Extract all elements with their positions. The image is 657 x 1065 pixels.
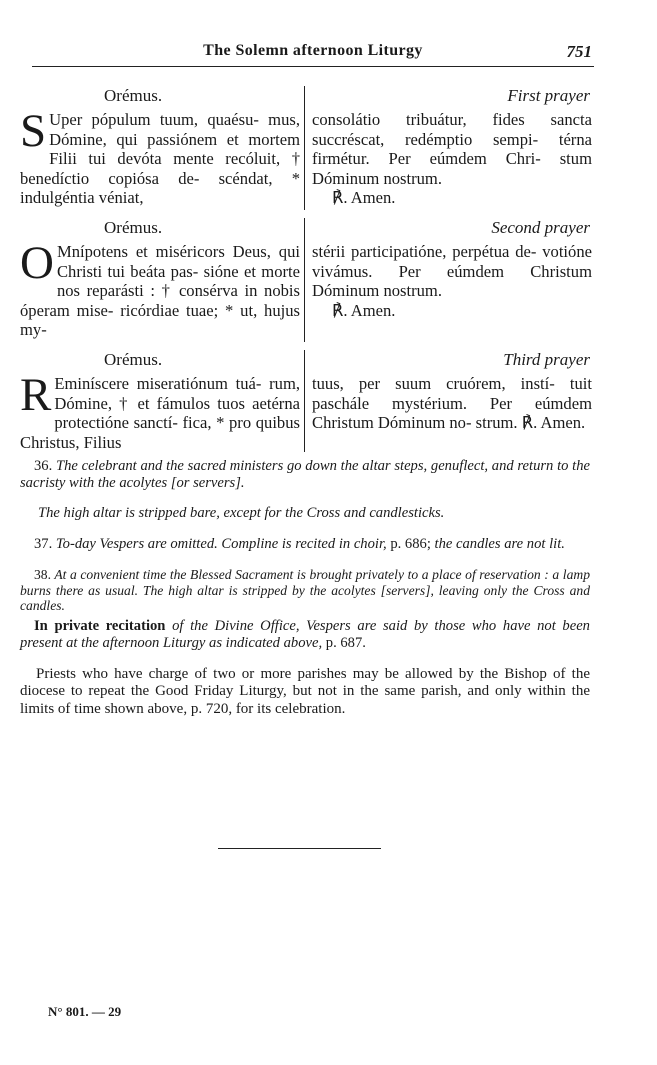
prayer-text-left-body: Mnípotens et miséricors Deus, qui Christi tui beáta pas- sióne et morte nos reparásti : † consérva in nobis óperam mise- ricórdiae tuae; * ut, hujus my- [20,242,300,340]
prayer-text-left-body: Uper pópulum tuum, quaésu- mus, Dómine, qui passiónem et mortem Filii tui devóta mente recóluit, † benedíctio copiósa de- scéndat, * indulgéntia véniat, [20,110,300,208]
prayer-right-column [312,350,592,452]
rubric-private-recitation [20,618,590,652]
rubric-text-continued: the candles are not lit. [434,536,565,552]
rubric-text: To-day Vespers are omitted. Compline is recited in choir, [55,536,387,552]
page-reference: p. 686; [390,536,431,552]
page-reference: p. 687. [325,634,366,651]
rubric-text: The celebrant and the sacred ministers go down the altar steps, genuflect, and return to the sacristy with the acolytes [or servers]. [20,458,590,491]
second-prayer-block [20,218,592,342]
rubric-lead: In private recitation [34,617,166,634]
prayer-response: ℟. Amen. [332,188,396,208]
rubric-number: 38. [34,567,51,582]
page-header [32,36,594,67]
rubric-37 [20,536,590,553]
drop-cap: R [20,369,52,421]
prayer-text-left [20,105,304,208]
prayer-response: ℟. Amen. [332,300,396,320]
rubric-priests: Priests who have charge of two or more parishes may be allowed by the Bishop of the diocese to repeat the Good Friday Liturgy, but not in the same parish, and only within the limits of time shown above, p. 720, for its celebration. [20,665,590,717]
rubric-altar-stripped: The high altar is stripped bare, except for the Cross and candlesticks. [38,505,445,521]
rubric-text: At a convenient time the Blessed Sacrament is brought privately to a place of reservation : a lamp burns there as usual. The high altar is stripped by the acolytes [servers], leaving only the Cross and candles. [20,567,590,613]
prayer-text-left [20,369,304,452]
prayer-right-column [312,86,592,210]
drop-cap: O [20,237,54,289]
rubric-36 [20,458,590,492]
prayer-title: First prayer [507,86,590,105]
prayer-text-left [20,237,304,340]
prayer-text-right: tuus, per suum cruórem, instí- tuit paschále mystérium. Per eúmdem Christum Dóminum no- strum. ℟. Amen. [312,374,592,433]
prayer-text-right: consolátio tribuátur, fides sancta succréscat, redémptio sempi- térna firmétur. Per eúmdem Chri- stum Dóminum nostrum. [312,110,592,188]
prayer-left-column [20,218,305,342]
prayer-text-left-body: Eminíscere miseratiónum tuá- rum, Dómine, † et fámulos tuos aetérna protectióne sanctí- fica, * pro quibus Christus, Filius [20,374,300,452]
rubric-38 [20,567,590,614]
oremus-heading: Orémus. [104,218,163,237]
prayer-text-right: stérii participatióne, perpétua de- votióne vivámus. Per eúmdem Christum Dóminum nostrum. [312,242,592,301]
prayer-title: Second prayer [491,218,590,237]
prayer-title: Third prayer [503,350,590,369]
prayer-left-column [20,86,305,210]
first-prayer-block [20,86,592,210]
oremus-heading: Orémus. [104,350,163,369]
rubric-number: 36. [34,458,53,474]
running-title: The Solemn afternoon Liturgy [203,42,423,59]
third-prayer-block [20,350,592,452]
rubric-number: 37. [34,536,53,552]
drop-cap: S [20,105,47,157]
prayer-right-column [312,218,592,342]
rubric-text: of the Divine Office, Vespers are said by those who have not been present at the afternoon Liturgy as indicated above, [20,617,590,651]
prayer-left-column [20,350,305,452]
page-number: 751 [566,42,592,61]
printer-signature-mark: N° 801. — 29 [48,1004,122,1019]
section-divider [218,848,381,849]
oremus-heading: Orémus. [104,86,163,105]
rubrics-section [20,458,590,718]
